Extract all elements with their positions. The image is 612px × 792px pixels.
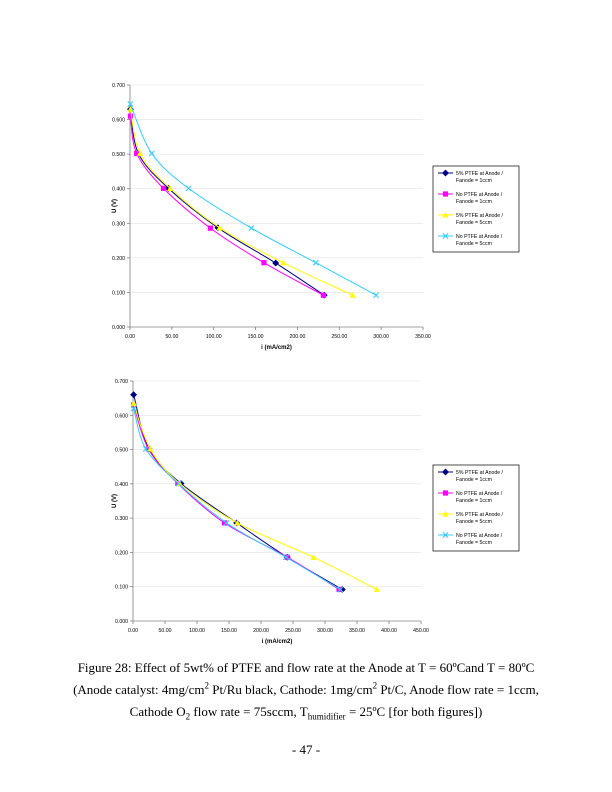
data-point [310,554,316,560]
series-3 [131,400,380,592]
legend-marker [443,490,448,495]
y-tick-label: 0.500 [115,447,128,454]
data-point [208,226,213,231]
caption-text: (Anode catalyst: 4mg/cm [73,682,205,697]
caption-superscript: 2 [204,680,209,691]
caption-text: Pt/C, Anode flow rate = 1ccm, [377,682,539,697]
series-4 [131,406,343,592]
page-number: - 47 - [291,742,321,757]
series-3 [127,106,355,298]
data-point [280,259,286,265]
caption-line-2 [40,679,572,701]
series-1 [130,392,345,593]
x-tick-label: 250.00 [331,334,348,340]
y-tick-label: 0.100 [112,290,125,297]
series-line [134,405,339,589]
data-point [161,186,166,191]
polarization-chart-60c [0,76,612,366]
y-tick-label: 0.000 [115,619,128,625]
caption-subscript: 2 [185,711,191,722]
data-point [149,151,154,156]
y-tick-label: 0.000 [112,325,125,331]
legend-label: 5% PTFE at Anode / [456,213,504,219]
caption-text: Cathode O [129,704,186,719]
caption-subscript: humidifier [307,711,346,722]
y-tick-label: 0.600 [112,117,125,124]
series-line [130,104,376,295]
legend-label: 5% PTFE at Anode / [456,171,504,177]
y-tick-label: 0.500 [112,152,125,159]
data-point [272,260,278,266]
x-tick-label: 100.00 [189,628,205,634]
x-tick-label: 450.00 [413,628,429,634]
data-point [186,186,191,191]
legend-label: Fanode = 5ccm [456,519,492,525]
y-tick-label: 0.400 [112,186,125,193]
caption-text: Pt/Ru black, Cathode: 1mg/cm [208,682,373,697]
x-tick-label: 0.00 [124,334,136,340]
data-point [374,293,379,298]
series-4 [128,101,379,297]
x-tick-label: 0.00 [127,628,139,634]
caption-text: Figure 28: Effect of 5wt% of PTFE and flow rate at the Anode at T = 60ºCand T = 80ºC [77,660,535,675]
x-tick-label: 50.00 [158,628,172,634]
caption-text: flow rate = 75sccm, T [190,704,308,719]
figure-caption [40,657,572,723]
y-tick-label: 0.200 [112,255,125,262]
series-line [134,395,343,590]
y-axis-label: U (V) [112,494,118,508]
caption-text: = 25ºC [for both figures]) [345,704,483,719]
x-axis-label: i (mA/cm2) [261,345,292,351]
y-tick-label: 0.200 [115,550,128,557]
x-tick-label: 50.00 [165,334,179,340]
data-point [130,392,136,398]
legend-marker [443,191,448,196]
caption-superscript: 2 [372,680,378,691]
legend [433,465,519,551]
x-tick-label: 250.00 [285,628,301,634]
x-tick-label: 350.00 [349,628,365,634]
y-tick-label: 0.300 [112,221,125,228]
y-tick-label: 0.400 [115,481,128,488]
legend-label: 5% PTFE at Anode / [456,470,504,476]
y-tick-label: 0.700 [112,83,125,89]
legend-label: 5% PTFE at Anode / [456,512,504,518]
polarization-chart-80c [0,370,612,650]
x-tick-label: 400.00 [381,628,397,634]
y-tick-label: 0.100 [115,584,128,591]
x-axis-label: i (mA/cm2) [261,639,293,645]
x-tick-label: 200.00 [253,628,269,634]
legend-label: Fanode = 1ccm [456,477,492,483]
x-tick-label: 150.00 [221,628,237,634]
series-line [134,403,377,589]
legend [433,166,519,252]
legend-label: No PTFE at Anode / [456,192,503,198]
series-line [130,109,324,295]
legend-label: Fanode = 5ccm [456,540,492,546]
series-2 [131,402,342,592]
legend-label: Fanode = 5ccm [456,220,492,226]
data-point [313,260,318,265]
series-2 [128,114,326,298]
x-tick-label: 200.00 [289,334,306,340]
data-point [249,226,254,231]
y-tick-label: 0.300 [115,516,128,523]
series-line [130,109,352,295]
legend-label: Fanode = 1ccm [456,178,492,184]
legend-label: No PTFE at Anode / [456,234,503,240]
legend-label: Fanode = 5ccm [456,241,492,247]
data-point [374,586,380,592]
legend-label: No PTFE at Anode / [456,491,503,497]
data-point [321,293,326,298]
x-tick-label: 300.00 [373,334,390,340]
y-tick-label: 0.600 [115,413,128,420]
x-tick-label: 300.00 [317,628,333,634]
x-tick-label: 150.00 [247,334,264,340]
y-axis-label: U (V) [112,199,118,213]
legend-label: No PTFE at Anode / [456,533,503,539]
caption-line-1 [40,657,572,679]
y-tick-label: 0.700 [115,379,128,385]
data-point [350,292,356,298]
x-tick-label: 350.00 [415,334,431,340]
legend-label: Fanode = 1ccm [456,498,492,504]
caption-line-3 [40,701,572,723]
data-point [261,260,266,265]
x-tick-label: 100.00 [205,334,222,340]
series-line [134,408,341,589]
legend-label: Fanode = 1ccm [456,199,492,205]
